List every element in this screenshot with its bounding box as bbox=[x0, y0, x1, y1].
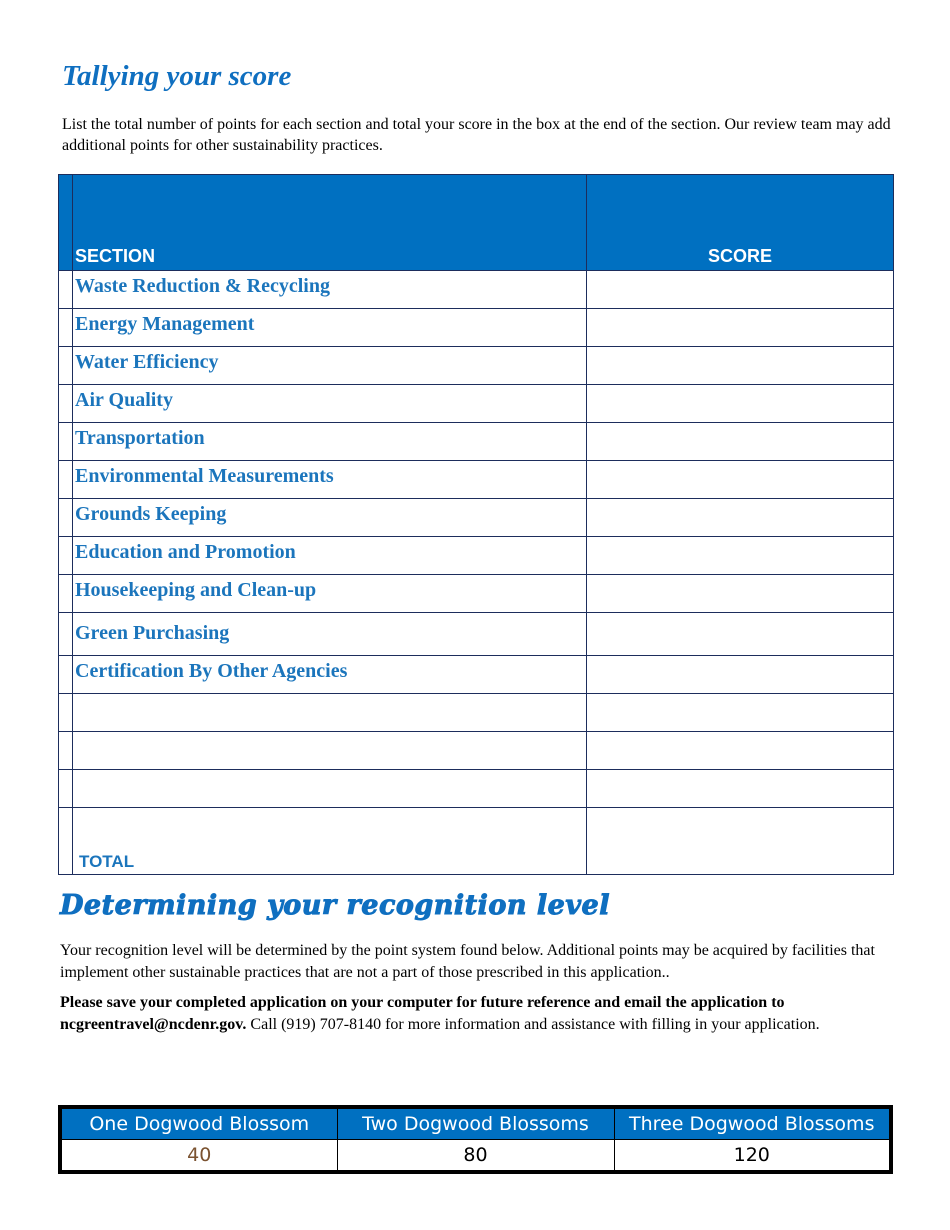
level-one-points: 40 bbox=[60, 1140, 337, 1173]
table-row bbox=[59, 347, 894, 385]
row-spacer-cell bbox=[59, 770, 73, 808]
table-row bbox=[59, 694, 894, 732]
score-entry-cell[interactable] bbox=[587, 347, 894, 385]
section-cell[interactable] bbox=[73, 732, 587, 770]
table-row bbox=[59, 461, 894, 499]
row-spacer-cell bbox=[59, 347, 73, 385]
levels-table bbox=[58, 1105, 893, 1174]
section-label: Certification By Other Agencies bbox=[75, 660, 348, 682]
section-label: Green Purchasing bbox=[75, 622, 230, 644]
table-row bbox=[59, 732, 894, 770]
section-label: Water Efficiency bbox=[75, 351, 219, 373]
table-row bbox=[59, 499, 894, 537]
section-cell bbox=[73, 271, 587, 309]
save-instructions bbox=[60, 992, 890, 1036]
section-label bbox=[73, 720, 586, 731]
section-cell[interactable] bbox=[73, 770, 587, 808]
table-row bbox=[59, 271, 894, 309]
level-three-header: Three Dogwood Blossoms bbox=[614, 1107, 891, 1140]
section-label: Air Quality bbox=[75, 389, 173, 411]
total-label-cell bbox=[73, 808, 587, 875]
save-instructions-bold: Please save your completed application on your computer for future reference and email the application to ncgreentravel@ncdenr.gov. bbox=[60, 994, 785, 1033]
section-cell bbox=[73, 537, 587, 575]
section-label: Housekeeping and Clean-up bbox=[75, 579, 317, 601]
section-cell bbox=[73, 423, 587, 461]
header-score-cell bbox=[587, 175, 894, 271]
level-two-header: Two Dogwood Blossoms bbox=[337, 1107, 614, 1140]
level-two-points: 80 bbox=[337, 1140, 614, 1173]
section-cell[interactable] bbox=[73, 694, 587, 732]
section-cell bbox=[73, 613, 587, 656]
total-row bbox=[59, 808, 894, 875]
table-row bbox=[59, 423, 894, 461]
section-label: Education and Promotion bbox=[75, 541, 296, 563]
levels-values-row bbox=[60, 1140, 891, 1173]
section-label: Environmental Measurements bbox=[75, 465, 334, 487]
section-label: Energy Management bbox=[75, 313, 255, 335]
recognition-paragraph: Your recognition level will be determined by the point system found below. Additional points may be acquired by facilities that implement other sustainable practices that are not a part of those prescribed in this application.. bbox=[60, 942, 875, 981]
section-label bbox=[73, 796, 586, 807]
row-spacer-cell bbox=[59, 461, 73, 499]
row-spacer-cell bbox=[59, 271, 73, 309]
row-spacer-cell bbox=[59, 694, 73, 732]
score-entry-cell[interactable] bbox=[587, 537, 894, 575]
table-row bbox=[59, 309, 894, 347]
row-spacer-cell bbox=[59, 575, 73, 613]
section-label: Waste Reduction & Recycling bbox=[75, 275, 330, 297]
score-entry-cell[interactable] bbox=[587, 499, 894, 537]
section-label: Transportation bbox=[75, 427, 205, 449]
table-row bbox=[59, 537, 894, 575]
score-entry-cell[interactable] bbox=[587, 770, 894, 808]
level-three-points: 120 bbox=[614, 1140, 891, 1173]
score-entry-cell[interactable] bbox=[587, 385, 894, 423]
score-entry-cell[interactable] bbox=[587, 694, 894, 732]
score-column-header: SCORE bbox=[707, 246, 772, 266]
section-cell bbox=[73, 385, 587, 423]
score-entry-cell[interactable] bbox=[587, 575, 894, 613]
section-cell bbox=[73, 461, 587, 499]
section-cell bbox=[73, 656, 587, 694]
row-spacer-cell bbox=[59, 808, 73, 875]
table-row bbox=[59, 656, 894, 694]
row-spacer-cell bbox=[59, 656, 73, 694]
total-score-cell[interactable] bbox=[587, 808, 894, 875]
row-spacer-cell bbox=[59, 499, 73, 537]
page-title: Tallying your score bbox=[62, 60, 292, 92]
section-label bbox=[73, 758, 586, 769]
table-row bbox=[59, 385, 894, 423]
total-label: TOTAL bbox=[79, 852, 135, 871]
section-cell bbox=[73, 347, 587, 385]
row-spacer-cell bbox=[59, 385, 73, 423]
score-entry-cell[interactable] bbox=[587, 613, 894, 656]
intro-text: List the total number of points for each section and total your score in the box at the end of the section. Our review team may add additional points for other sustainability practices. bbox=[62, 116, 891, 154]
save-instructions-rest: Call (919) 707-8140 for more information and assistance with filling in your application. bbox=[246, 1016, 820, 1033]
header-section-cell bbox=[73, 175, 587, 271]
row-spacer-cell bbox=[59, 613, 73, 656]
score-entry-cell[interactable] bbox=[587, 461, 894, 499]
score-entry-cell[interactable] bbox=[587, 732, 894, 770]
row-spacer-cell bbox=[59, 423, 73, 461]
score-table-header bbox=[59, 175, 894, 271]
section-column-header: SECTION bbox=[75, 246, 156, 266]
score-entry-cell[interactable] bbox=[587, 309, 894, 347]
recognition-title: Determining your recognition level bbox=[60, 890, 610, 921]
table-row bbox=[59, 613, 894, 656]
score-table bbox=[58, 174, 894, 875]
score-entry-cell[interactable] bbox=[587, 423, 894, 461]
levels-header-row bbox=[60, 1107, 891, 1140]
row-spacer-cell bbox=[59, 537, 73, 575]
table-row bbox=[59, 575, 894, 613]
score-entry-cell[interactable] bbox=[587, 656, 894, 694]
header-spacer-cell bbox=[59, 175, 73, 271]
section-cell bbox=[73, 575, 587, 613]
row-spacer-cell bbox=[59, 732, 73, 770]
section-cell bbox=[73, 309, 587, 347]
level-one-header: One Dogwood Blossom bbox=[60, 1107, 337, 1140]
section-label: Grounds Keeping bbox=[75, 503, 227, 525]
score-entry-cell[interactable] bbox=[587, 271, 894, 309]
table-row bbox=[59, 770, 894, 808]
section-cell bbox=[73, 499, 587, 537]
row-spacer-cell bbox=[59, 309, 73, 347]
